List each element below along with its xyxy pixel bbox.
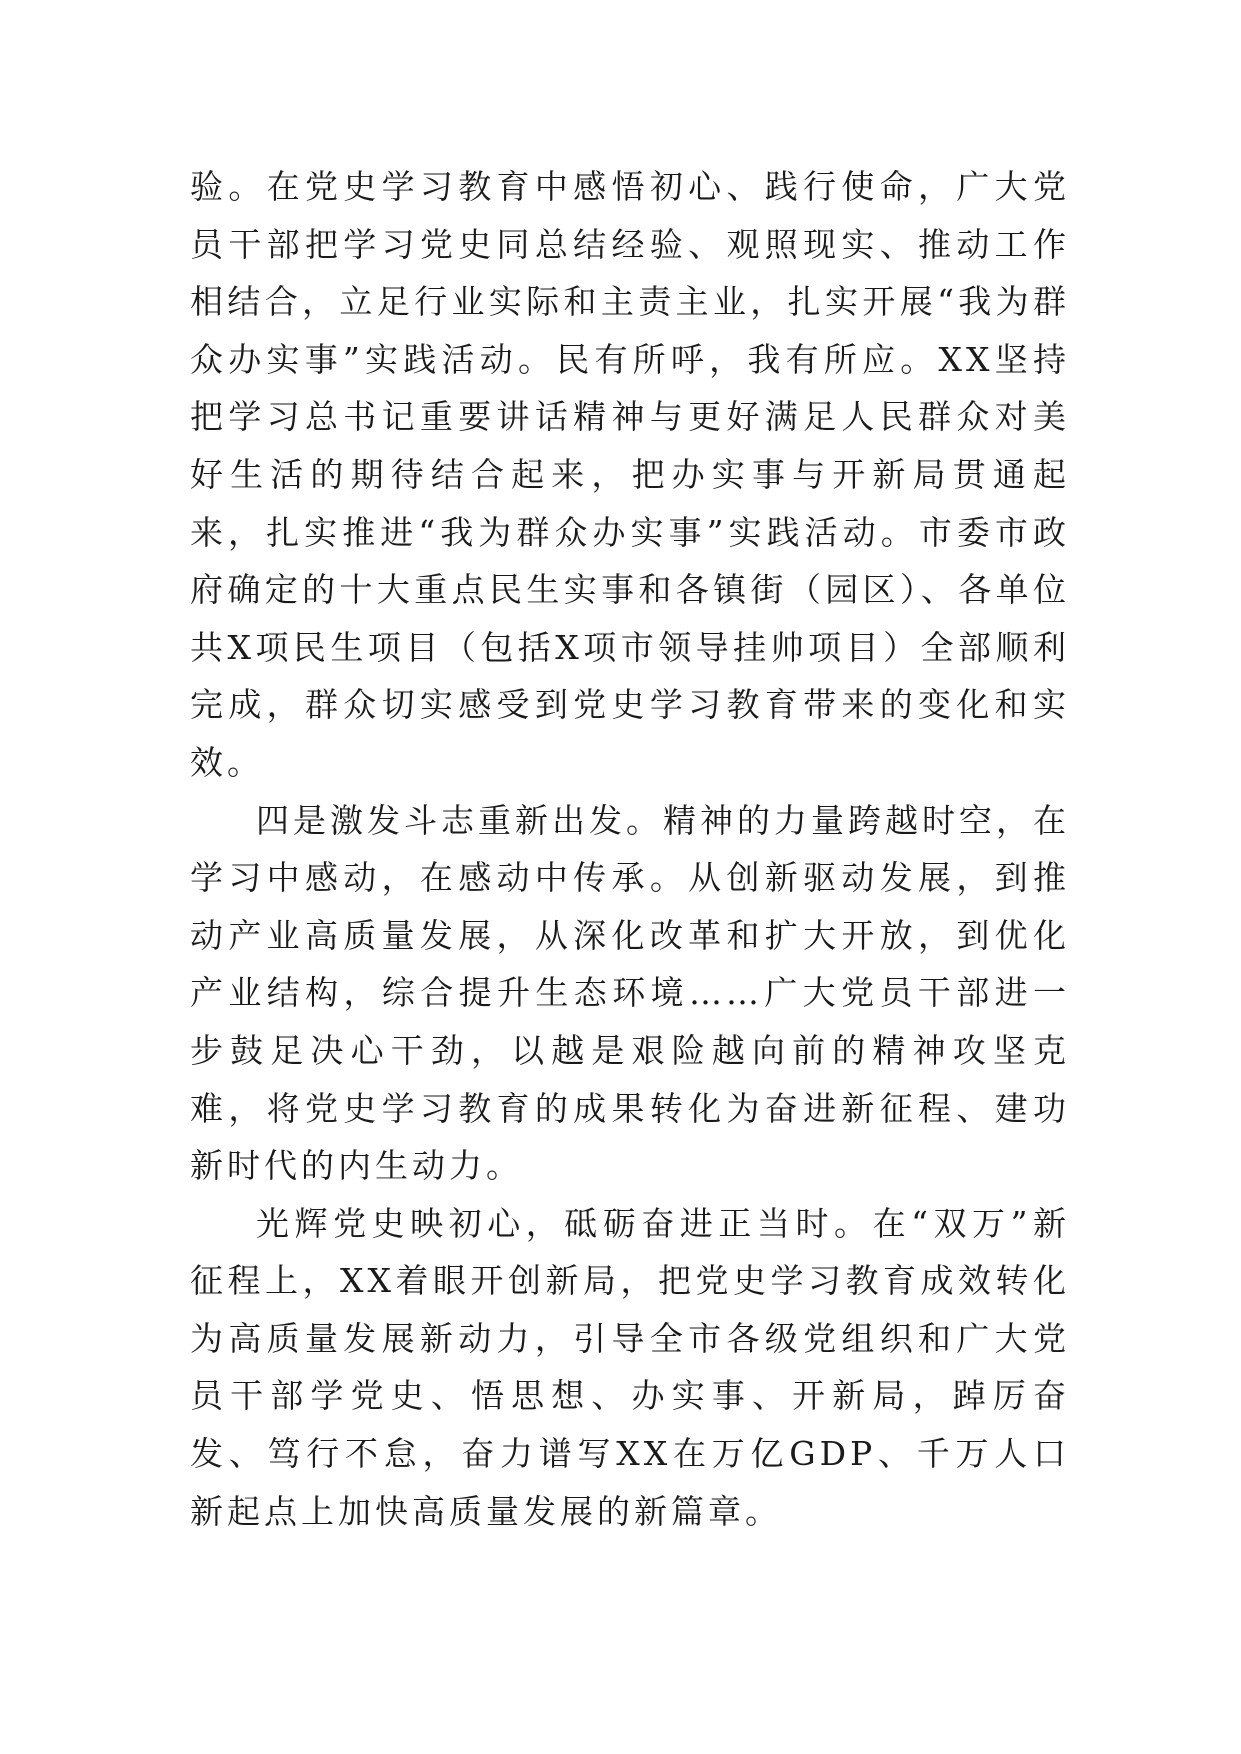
paragraph-2: 四是激发斗志重新出发。精神的力量跨越时空，在学习中感动，在感动中传承。从创新驱动发展，到推动产业高质量发展，从深化改革和扩大开放，到优化产业结构，综合提升生态环境……广大党员干部进一步鼓足决心干劲，以越是艰险越向前的精神攻坚克难，将党史学习教育的成果转化为奋进新征程、建功新时代的内生动力。 [190,800,1070,1186]
paragraph-3: 光辉党史映初心，砥砺奋进正当时。在“双万”新征程上，XX着眼开创新局，把党史学习教育成效转化为高质量发展新动力，引导全市各级党组织和广大党员干部学党史、悟思想、办实事、开新局，踔厉奋发、笃行不怠，奋力谱写XX在万亿GDP、千万人口新起点上加快高质量发展的新篇章。 [190,1203,1070,1531]
paragraph-1: 验。在党史学习教育中感悟初心、践行使命，广大党员干部把学习党史同总结经验、观照现实、推动工作相结合，立足行业实际和主责主业，扎实开展“我为群众办实事”实践活动。民有所呼，我有所应。XX坚持把学习总书记重要讲话精神与更好满足人民群众对美好生活的期待结合起来，把办实事与开新局贯通起来，扎实推进“我为群众办实事”实践活动。市委市政府确定的十大重点民生实事和各镇街（园区）、各单位共X项民生项目（包括X项市领导挂帅项目）全部顺利完成，群众切实感受到党史学习教育带来的变化和实效。 [190,167,1070,782]
body-text [190,158,1070,1540]
